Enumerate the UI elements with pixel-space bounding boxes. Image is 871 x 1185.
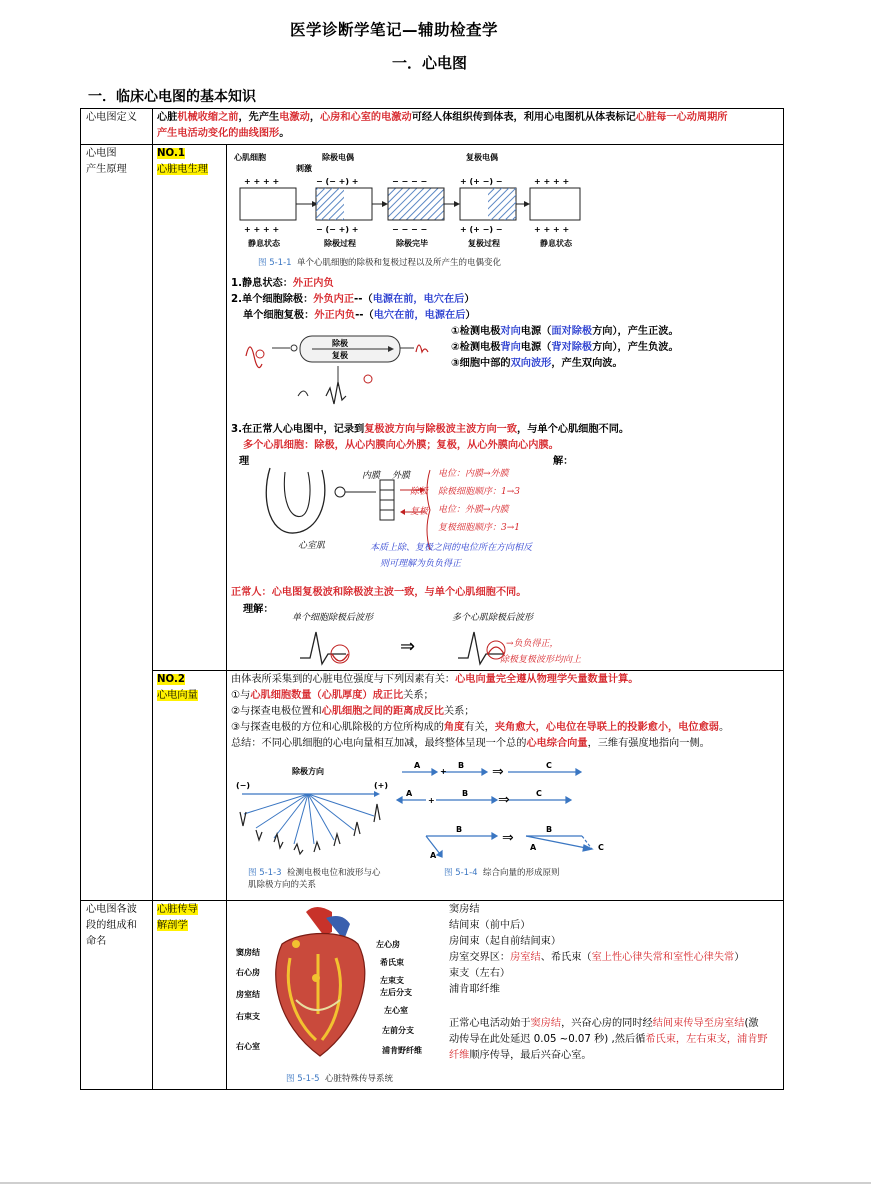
conduction-item: 结间束（前中后） <box>449 920 531 931</box>
svg-text:除极方向: 除极方向 <box>292 767 324 776</box>
svg-text:A: A <box>530 843 537 852</box>
row-divider <box>80 144 784 145</box>
svg-text:− − − −: − − − − <box>392 177 428 186</box>
fig1-label-cell: 心肌细胞 <box>234 153 266 162</box>
line-resting: 1.静息状态：外正内负 <box>231 278 334 289</box>
conduction-para-2: 动传导在此处延迟 0.05 ~0.07 秒) ,然后循希氏束，左右束支，浦肯野 <box>449 1034 768 1045</box>
line-multicell: 多个心肌细胞：除极，从心内膜向心外膜；复极，从心外膜向心内膜。 <box>243 440 559 451</box>
fig3-caption-2: 肌除极方向的关系 <box>248 880 317 890</box>
heart-r2: 希氏束 <box>380 958 404 967</box>
figure-5-1-4 <box>396 760 616 860</box>
hw-note-1: 电位：内膜→外膜 <box>438 469 509 479</box>
doc-title: 医学诊断学笔记—辅助检查学 <box>290 21 499 39</box>
svg-text:+ (+ −) −: + (+ −) − <box>460 177 503 186</box>
svg-text:C: C <box>546 761 552 770</box>
svg-text:+ + + +: + + + + <box>534 225 570 234</box>
vector-line-1: 由体表所采集到的心脏电位强度与下列因素有关：心电向量完全遵从物理学矢量数量计算。 <box>231 674 639 685</box>
fig1-state: 除极完毕 <box>396 239 428 248</box>
page-bottom-edge <box>0 1182 871 1184</box>
fig1-state: 静息状态 <box>540 239 572 248</box>
hw2-a: 单个细胞除极后波形 <box>292 613 374 623</box>
heart-r7: 浦肯野纤维 <box>382 1046 422 1055</box>
understand-2: 理解： <box>243 604 274 615</box>
fig1-caption: 图 5-1-1 单个心肌细胞的除极和复极过程以及所产生的电偶变化 <box>258 258 501 268</box>
fig1-label-rep: 复极电偶 <box>466 153 498 162</box>
svg-text:⇒: ⇒ <box>492 764 504 780</box>
figure-5-1-1 <box>230 148 580 253</box>
understand-right: 解： <box>553 456 574 467</box>
conduction-item: 房间束（起自前结间束） <box>449 936 562 947</box>
line-repolarize: 单个细胞复极：外正内负--（电穴在前，电源在后） <box>243 310 476 321</box>
section-heading: 一．临床心电图的基本知识 <box>88 89 256 105</box>
svg-text:B: B <box>462 789 469 798</box>
vector-line-2: ①与心肌细胞数量（心肌厚度）成正比关系； <box>231 690 434 701</box>
heart-l1: 窦房结 <box>236 948 260 957</box>
fig1-cell <box>240 188 296 220</box>
hw2-d: 除极复极波形均向上 <box>500 655 582 665</box>
vector-line-3: ②与探查电极位置和心肌细胞之间的距离成反比关系； <box>231 706 475 717</box>
row-label-principle-1: 心电图 <box>86 148 117 159</box>
svg-text:复极: 复极 <box>332 351 348 360</box>
svg-text:(+): (+) <box>374 781 389 790</box>
fig1-state: 除极过程 <box>324 239 356 248</box>
conduction-para-1: 正常心电活动始于窦房结，兴奋心房的同时经结间束传导至房室结(激 <box>449 1018 759 1029</box>
conduction-sub-2: 解剖学 <box>157 920 188 931</box>
case-1: ①检测电极对向电源（面对除极方向），产生正波。 <box>451 326 679 337</box>
conduction-item: 窦房结 <box>449 904 480 915</box>
definition-text-cont: 产生电活动变化的曲线图形。 <box>157 128 290 139</box>
fig1-state: 复极过程 <box>468 239 500 248</box>
hw-epi: 外膜 <box>392 471 411 481</box>
fig4-caption: 图 5-1-4 综合向量的形成原则 <box>444 868 560 878</box>
hw-note-4: 复极细胞顺序：3→1 <box>438 523 520 533</box>
fig1-cell <box>530 188 580 220</box>
case-3: ③细胞中部的双向波形，产生双向波。 <box>451 358 623 369</box>
row-divider <box>80 900 784 901</box>
heart-r1: 左心房 <box>376 940 400 949</box>
heart-r3: 左束支 <box>380 976 404 985</box>
hw-bottom-2: 则可理解为负负得正 <box>380 559 462 569</box>
fig1-cell <box>388 188 444 220</box>
conduction-sub-1: 心脏传导 <box>157 904 198 915</box>
svg-text:+ + + +: + + + + <box>534 177 570 186</box>
svg-text:− (− +) +: − (− +) + <box>316 225 359 234</box>
conduction-item: 束支（左右） <box>449 968 511 979</box>
fig3-caption-1: 图 5-1-3 检测电极电位和波形与心 <box>248 868 381 878</box>
heart-l4: 右束支 <box>236 1012 260 1021</box>
definition-text: 心脏机械收缩之前，先产生电激动，心房和心室的电激动可经人体组织传到体表，利用心电图机从体表标记心脏每一心动周期所 <box>157 112 728 123</box>
conduction-item: 浦肯耶纤维 <box>449 984 500 995</box>
hw-endo: 内膜 <box>362 471 381 481</box>
svg-text:⇒: ⇒ <box>498 792 510 808</box>
conduction-para-3: 纤维顺序传导，最后兴奋心室。 <box>449 1050 592 1061</box>
svg-text:− (− +) +: − (− +) + <box>316 177 359 186</box>
col-divider <box>226 144 227 1090</box>
figure-5-1-5-heart <box>266 904 376 1064</box>
svg-text:B: B <box>546 825 553 834</box>
fig1-label-stim: 刺激 <box>296 164 312 173</box>
svg-text:+ + + +: + + + + <box>244 177 280 186</box>
svg-text:+ + + +: + + + + <box>244 225 280 234</box>
figure-5-1-3 <box>234 764 394 864</box>
row-label-principle-2: 产生原理 <box>86 164 127 175</box>
no2-badge: NO.2 <box>157 674 185 685</box>
svg-text:+: + <box>440 767 447 776</box>
svg-text:A: A <box>406 789 413 798</box>
line-depolarize: 2.单个细胞除极：外负内正--（电源在前，电穴在后） <box>231 294 475 305</box>
conduction-item: 房室交界区：房室结、希氏束（室上性心律失常和室性心律失常） <box>449 952 745 963</box>
fig1-label-dep: 除极电偶 <box>322 153 354 162</box>
vector-line-4: ③与探查电极的方位和心肌除极的方位所构成的角度有关，夹角愈大，心电位在导联上的投影愈小，电位愈弱。 <box>231 722 730 733</box>
svg-text:− − − −: − − − − <box>392 225 428 234</box>
vector-line-5: 总结：不同心肌细胞的心电向量相互加减，最终整体呈现一个总的心电综合向量，三维有强度地指向一侧。 <box>231 738 710 749</box>
row-divider <box>153 670 784 671</box>
svg-text:+: + <box>428 796 435 805</box>
hw-rep: 复极 <box>410 507 429 517</box>
heart-l2: 右心房 <box>236 968 260 977</box>
case-2: ②检测电极背向电源（背对除极方向），产生负波。 <box>451 342 679 353</box>
no2-sub: 心电向量 <box>157 690 198 701</box>
heart-l5: 右心室 <box>236 1042 260 1051</box>
hw-myo: 心室肌 <box>298 541 326 551</box>
no1-badge: NO.1 <box>157 148 185 159</box>
fig1-state: 静息状态 <box>248 239 280 248</box>
hw-note-3: 电位：外膜→内膜 <box>438 505 509 515</box>
svg-text:(−): (−) <box>236 781 251 790</box>
svg-text:⇒: ⇒ <box>400 636 416 657</box>
doc-subtitle: 一．心电图 <box>392 54 468 72</box>
svg-text:B: B <box>456 825 463 834</box>
hw2-b: 多个心肌除极后波形 <box>452 613 534 623</box>
line-normal-ecg: 3.在正常人心电图中，记录到复极波方向与除极波主波方向一致，与单个心肌细胞不同。 <box>231 424 630 435</box>
hw2-c: →负负得正， <box>506 639 559 649</box>
svg-text:B: B <box>458 761 465 770</box>
svg-text:⇒: ⇒ <box>502 830 514 846</box>
aorta <box>306 907 332 936</box>
row-label-waves-2: 段的组成和 <box>86 920 137 931</box>
svg-text:A: A <box>414 761 421 770</box>
row-label-waves-1: 心电图各波 <box>86 904 137 915</box>
heart-r5: 左心室 <box>384 1006 408 1015</box>
svg-text:除极: 除极 <box>332 339 348 348</box>
heart-l3: 房室结 <box>236 990 260 999</box>
svg-text:C: C <box>536 789 542 798</box>
row-label-waves-3: 命名 <box>86 936 107 947</box>
row-label-definition: 心电图定义 <box>86 112 137 123</box>
col-divider <box>152 108 153 1090</box>
svg-text:+ (+ −) −: + (+ −) − <box>460 225 503 234</box>
hw-bottom-1: 本质上除、复极之间的电位所在方向相反 <box>370 543 533 553</box>
figure-single-cell-dipole <box>238 326 438 421</box>
line-normal-person: 正常人：心电图复极波和除极波主波一致，与单个心肌细胞不同。 <box>231 587 527 598</box>
svg-text:A: A <box>430 851 437 860</box>
hw-dep: 除极 <box>410 487 429 497</box>
heart-r6: 左前分支 <box>382 1026 414 1035</box>
svg-text:C: C <box>598 843 604 852</box>
no1-sub: 心脏电生理 <box>157 164 208 175</box>
heart-caption: 图 5-1-5 心脏特殊传导系统 <box>286 1074 393 1084</box>
hw-note-2: 除极细胞顺序：1→3 <box>438 487 520 497</box>
heart-r4: 左后分支 <box>380 988 412 997</box>
understand-left: 理 <box>239 456 250 467</box>
